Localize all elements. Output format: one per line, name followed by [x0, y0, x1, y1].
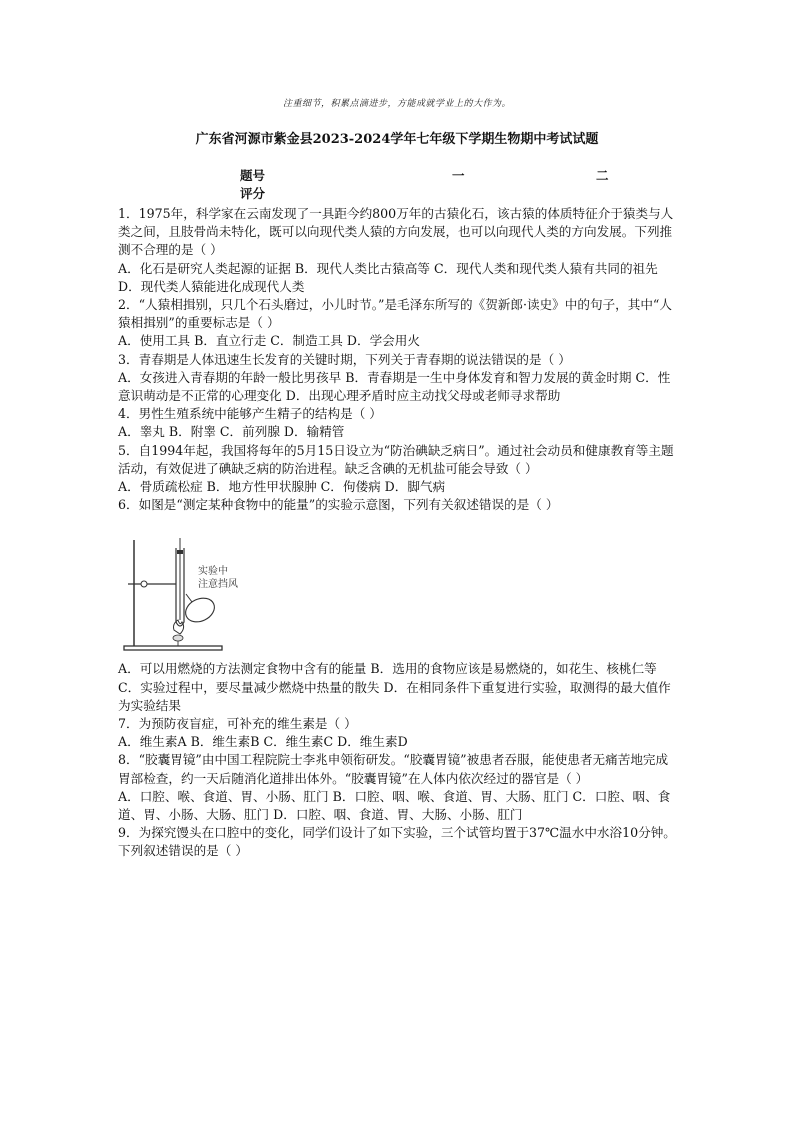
- question-options: A．可以用燃烧的方法测定食物中含有的能量 B．选用的食物应该是易燃烧的，如花生、核桃仁等 C．实验过程中，要尽量减少燃烧中热量的散失 D．在相同条件下重复进行实验，取测得的最大值作为实验结果: [118, 661, 671, 713]
- flame: [174, 620, 184, 634]
- question-stem: 9．为探究馒头在口腔中的变化，同学们设计了如下实验，三个试管均置于37℃温水中水浴10分钟。下列叙述错误的是（ ）: [118, 825, 676, 859]
- question-1: [118, 205, 676, 296]
- question-options: A．睾丸 B．附睾 C．前列腺 D．输精管: [118, 424, 345, 440]
- question-stem: 6．如图是“测定某种食物中的能量”的实验示意图，下列有关叙述错误的是（ ）: [118, 497, 559, 513]
- burning-food: [173, 635, 183, 641]
- experiment-figure: [118, 534, 676, 656]
- page-title: 广东省河源市紫金县2023-2024学年七年级下学期生物期中考试试题: [195, 132, 599, 147]
- header-note: 注重细节，积累点滴进步，方能成就学业上的大作为。: [282, 99, 511, 109]
- question-stem: 8．“胶囊胃镜”由中国工程院院士李兆申领衔研发。“胶囊胃镜”被患者吞服，能使患者无痛苦地完成胃部检查，约一天后随消化道排出体外。“胶囊胃镜”在人体内依次经过的器官是（ ）: [118, 752, 669, 786]
- question-list: [118, 205, 676, 861]
- question-stem: 2．“人猿相揖别，只几个石头磨过，小儿时节。”是毛泽东所写的《贺新郎·读史》中的句子，其中“人猿相揖别”的重要标志是（ ）: [118, 297, 672, 331]
- score-table-header-row: [240, 166, 660, 184]
- question-options: A．使用工具 B．直立行走 C．制造工具 D．学会用火: [118, 333, 420, 349]
- question-4: [118, 405, 676, 441]
- question-9: [118, 824, 676, 860]
- question-options: A．骨质疏松症 B．地方性甲状腺肿 C．佝偻病 D．脚气病: [118, 479, 446, 495]
- score-row-label: 评分: [240, 186, 266, 201]
- question-stem: 5．自1994年起，我国将每年的5月15日设立为“防治碘缺乏病日”。通过社会动员和健康教育等主题活动，有效促进了碘缺乏病的防治进程。缺乏含碘的无机盐可能会导致（ ）: [118, 442, 674, 476]
- figure-label-line2: 注意挡风: [198, 579, 238, 591]
- stand-base: [124, 646, 222, 650]
- question-options: A．维生素A B．维生素B C．维生素C D．维生素D: [118, 734, 408, 750]
- food-energy-apparatus-illustration: [122, 534, 262, 656]
- question-6: [118, 496, 676, 715]
- question-options: A．口腔、喉、食道、胃、小肠、肛门 B．口腔、咽、喉、食道、胃、大肠、肛门 C．口腔、咽、食道、胃、小肠、大肠、肛门 D．口腔、咽、食道、胃、大肠、小肠、肛门: [118, 788, 671, 823]
- clamp-knob: [141, 581, 147, 587]
- question-2: [118, 296, 676, 351]
- question-stem: 4．男性生殖系统中能够产生精子的结构是（ ）: [118, 406, 382, 422]
- score-header-section-1: 一: [452, 168, 465, 183]
- wind-shield-line: [186, 594, 192, 602]
- question-options: A．女孩进入青春期的年龄一般比男孩早 B．青春期是一生中身体发育和智力发展的黄金时期 C．性意识萌动是不正常的心理变化 D．出现心理矛盾时应主动找父母或老师寻求帮助: [118, 369, 671, 404]
- question-stem: 1．1975年，科学家在云南发现了一具距今约800万年的古猿化石，该古猿的体质特征介于猿类与人类之间，且肢骨尚未特化，既可以向现代类人猿的方向发展，也可以向现代人类的方向发展。下列推测不合理的是（ ）: [118, 206, 674, 258]
- question-7: [118, 715, 676, 751]
- score-header-section-2: 二: [596, 168, 609, 183]
- score-table: [240, 166, 660, 202]
- tube-stopper: [177, 550, 183, 554]
- figure-label-line1: 实验中: [198, 566, 228, 578]
- score-header-label: 题号: [240, 168, 266, 183]
- question-8: [118, 751, 676, 824]
- question-5: [118, 442, 676, 497]
- wind-shield: [182, 594, 218, 627]
- score-table-row: [240, 184, 660, 202]
- question-options: A．化石是研究人类起源的证据 B．现代人类比古猿高等 C．现代人类和现代类人猿有共同的祖先 D．现代类人猿能进化成现代人类: [118, 260, 658, 294]
- question-stem: 3．青春期是人体迅速生长发育的关键时期，下列关于青春期的说法错误的是（ ）: [118, 351, 571, 367]
- question-3: [118, 351, 676, 406]
- question-stem: 7．为预防夜盲症，可补充的维生素是（ ）: [118, 716, 357, 732]
